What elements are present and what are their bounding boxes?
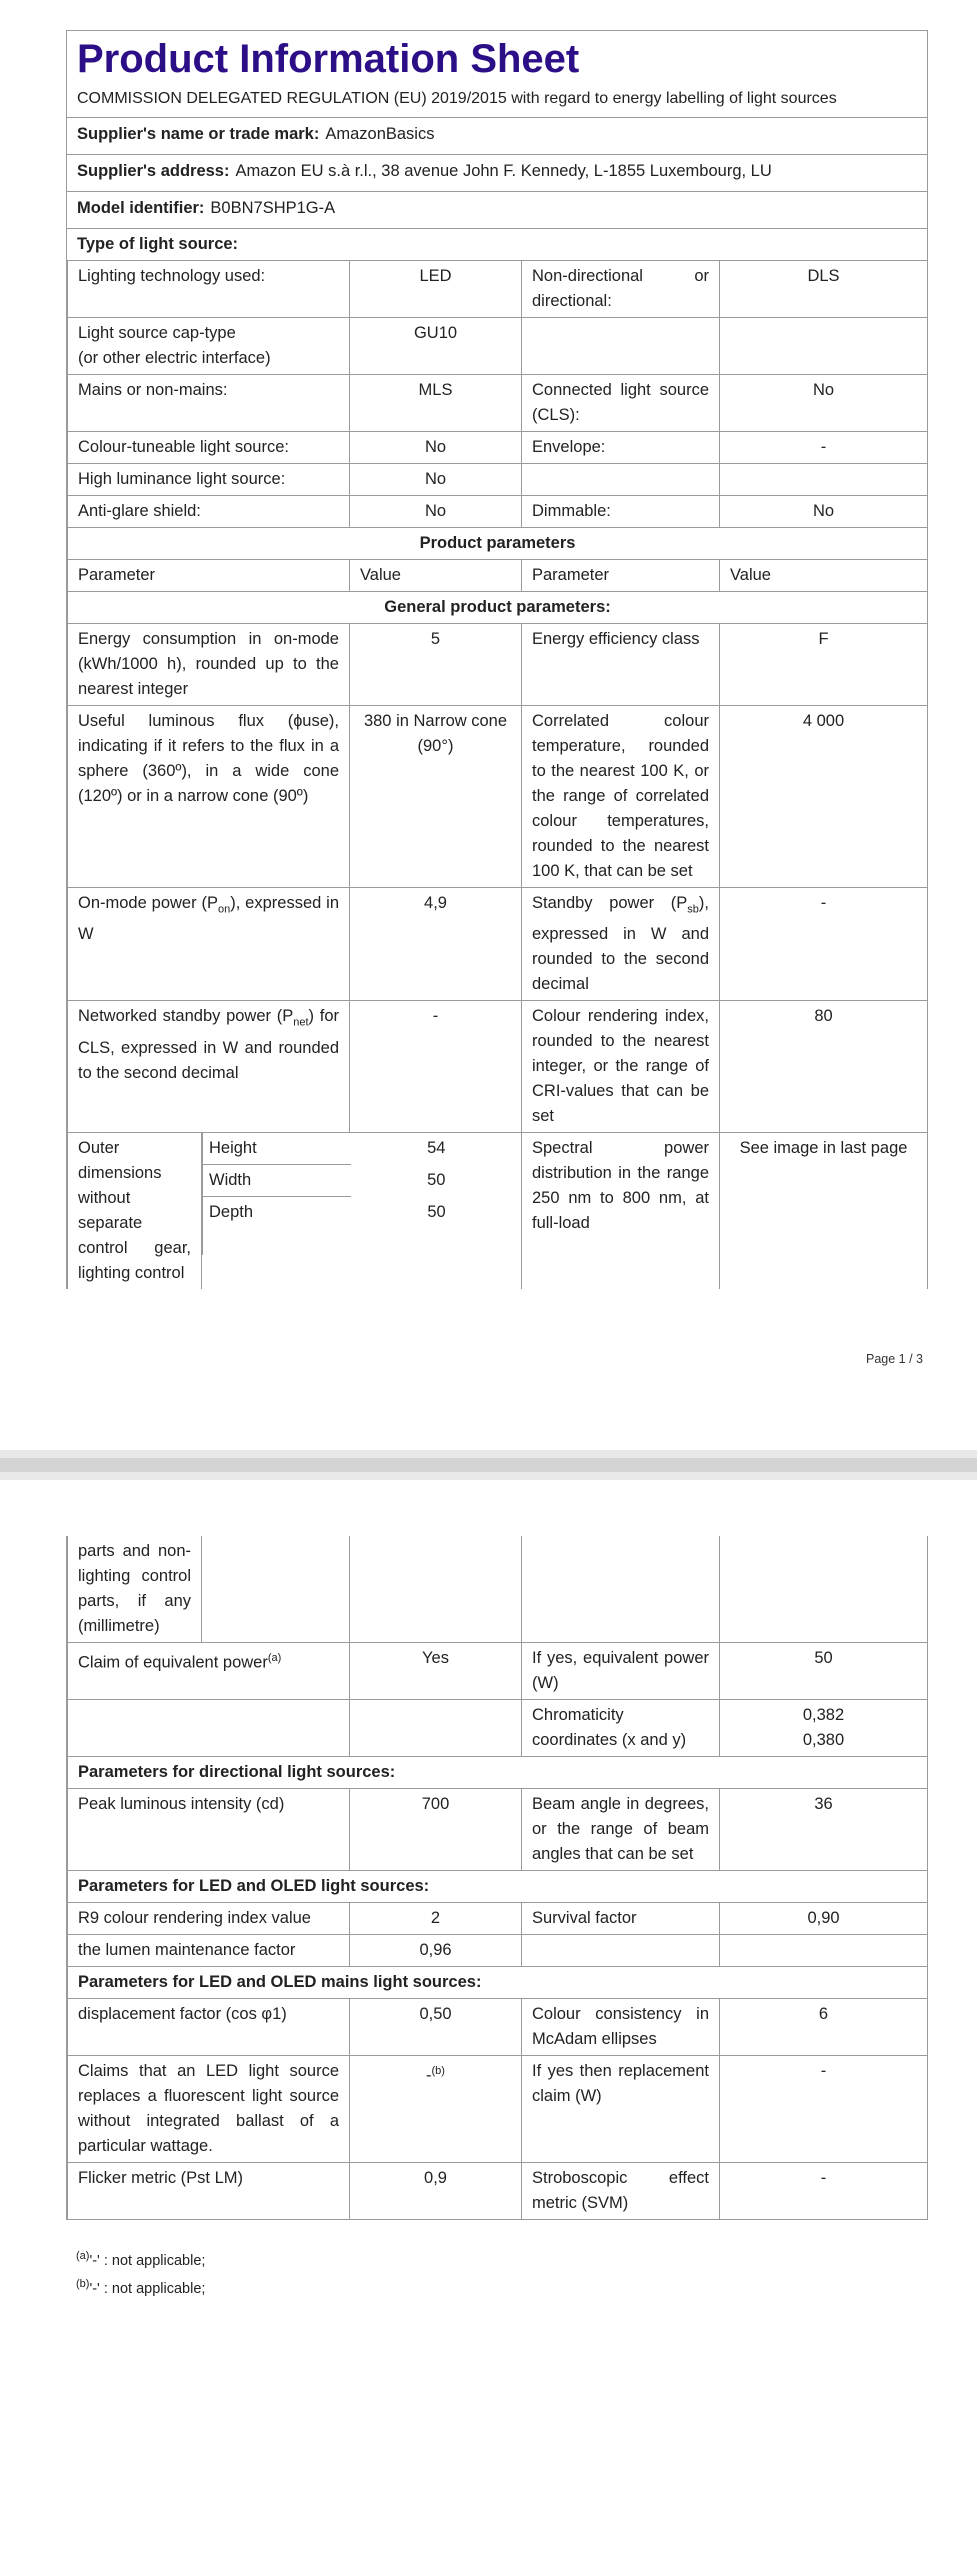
height-value: 54 bbox=[427, 1139, 446, 1158]
energy-class-value: F bbox=[720, 624, 928, 706]
empty-cell bbox=[720, 1536, 928, 1643]
column-header-parameter: Parameter bbox=[522, 560, 720, 592]
cap-type-cell bbox=[68, 318, 350, 375]
energy-consumption-value: 5 bbox=[350, 624, 522, 706]
supplier-address-row bbox=[67, 155, 927, 192]
page-number: Page 1 / 3 bbox=[866, 1352, 923, 1366]
chromaticity-label: Chromaticity coordinates (x and y) bbox=[522, 1700, 720, 1757]
table-row bbox=[68, 888, 928, 1001]
chromaticity-x: 0,382 bbox=[802, 1706, 845, 1724]
table-row bbox=[68, 261, 928, 318]
page-separator bbox=[0, 1450, 977, 1480]
tech-value: LED bbox=[350, 261, 522, 318]
lumen-maintenance-value: 0,96 bbox=[350, 1935, 522, 1967]
footnote-b: $^{(b)}$'-' : not applicable; bbox=[76, 2278, 206, 2297]
replacement-claim-value: - bbox=[720, 2056, 928, 2163]
beam-angle-value: 36 bbox=[720, 1789, 928, 1871]
equivalent-power-label: If yes, equivalent power (W) bbox=[522, 1643, 720, 1700]
table-row bbox=[68, 1935, 928, 1967]
luminous-flux-value: 380 in Narrow cone (90°) bbox=[350, 706, 522, 888]
model-identifier-row bbox=[67, 192, 927, 229]
depth-label: Depth bbox=[203, 1197, 351, 1256]
width-label: Width bbox=[203, 1165, 351, 1197]
type-of-light-source-heading: Type of light source: bbox=[67, 229, 927, 261]
product-parameters-table bbox=[67, 528, 928, 1289]
table-row bbox=[68, 1789, 928, 1871]
table-row bbox=[203, 1133, 523, 1165]
tech-label: Lighting technology used: bbox=[68, 261, 350, 318]
empty-cell bbox=[522, 464, 720, 496]
column-header-value: Value bbox=[350, 560, 522, 592]
empty-cell bbox=[350, 1536, 522, 1643]
peak-intensity-value: 700 bbox=[350, 1789, 522, 1871]
networked-standby-label: Networked standby power $(P_{net})$ for CLS, expressed in W and rounded to the second decimal bbox=[68, 1001, 350, 1133]
table-row bbox=[68, 2163, 928, 2220]
equivalent-power-claim-value: Yes bbox=[350, 1643, 522, 1700]
table-row bbox=[68, 1903, 928, 1935]
directional-value: DLS bbox=[720, 261, 928, 318]
energy-consumption-label: Energy consumption in on-mode (kWh/1000 h), rounded up to the nearest integer bbox=[68, 624, 350, 706]
high-luminance-label: High luminance light source: bbox=[68, 464, 350, 496]
info-sheet-part-1 bbox=[66, 30, 928, 1289]
survival-factor-label: Survival factor bbox=[522, 1903, 720, 1935]
cri-label: Colour rendering index, rounded to the nearest integer, or the range of CRI-values that can be set bbox=[522, 1001, 720, 1133]
dimensions-row-continued bbox=[68, 1536, 928, 1643]
supplier-address-value: Amazon EU s.à r.l., 38 avenue John F. Kennedy, L-1855 Luxembourg, LU bbox=[235, 162, 772, 180]
mains-value: MLS bbox=[350, 375, 522, 432]
table-row bbox=[68, 1643, 928, 1700]
anti-glare-value: No bbox=[350, 496, 522, 528]
tuneable-label: Colour-tuneable light source: bbox=[68, 432, 350, 464]
depth-value: 50 bbox=[427, 1202, 446, 1221]
model-identifier-label: Model identifier: bbox=[77, 199, 205, 217]
flicker-metric-value: 0,9 bbox=[350, 2163, 522, 2220]
empty-cell bbox=[350, 1700, 522, 1757]
cap-type-label: Light source cap-type bbox=[78, 324, 236, 342]
replacement-claim-label: If yes then replacement claim (W) bbox=[522, 2056, 720, 2163]
general-parameters-heading: General product parameters: bbox=[68, 592, 928, 624]
table-row bbox=[203, 1165, 523, 1197]
led-mains-parameters-heading: Parameters for LED and OLED mains light sources: bbox=[68, 1967, 928, 1999]
cls-label: Connected light source (CLS): bbox=[522, 375, 720, 432]
empty-cell bbox=[720, 464, 928, 496]
table-row bbox=[68, 432, 928, 464]
mains-label: Mains or non-mains: bbox=[68, 375, 350, 432]
table-row bbox=[68, 318, 928, 375]
outer-dimensions-label: Outer dimensions without separate control gear, lighting control bbox=[68, 1133, 202, 1290]
supplier-name-value: AmazonBasics bbox=[325, 125, 435, 143]
beam-angle-label: Beam angle in degrees, or the range of beam angles that can be set bbox=[522, 1789, 720, 1871]
spectral-distribution-value: See image in last page bbox=[720, 1133, 928, 1290]
table-row bbox=[68, 2056, 928, 2163]
product-parameters-heading: Product parameters bbox=[68, 528, 928, 560]
envelope-label: Envelope: bbox=[522, 432, 720, 464]
table-row bbox=[68, 496, 928, 528]
standby-power-label: Standby power $(P_{sb})$, expressed in W and rounded to the second decimal bbox=[522, 888, 720, 1001]
empty-cell bbox=[68, 1700, 350, 1757]
page-2 bbox=[0, 1480, 977, 2560]
networked-standby-value: - bbox=[350, 1001, 522, 1133]
table-row bbox=[68, 1700, 928, 1757]
spectral-distribution-label: Spectral power distribution in the range 250 nm to 800 nm, at full-load bbox=[522, 1133, 720, 1290]
cri-value: 80 bbox=[720, 1001, 928, 1133]
dimensions-subtable bbox=[202, 1133, 523, 1255]
colour-consistency-label: Colour consistency in McAdam ellipses bbox=[522, 1999, 720, 2056]
empty-cell bbox=[720, 1935, 928, 1967]
empty-cell bbox=[202, 1536, 350, 1643]
high-luminance-value: No bbox=[350, 464, 522, 496]
info-sheet-part-2 bbox=[66, 1536, 928, 2220]
tuneable-value: No bbox=[350, 432, 522, 464]
peak-intensity-label: Peak luminous intensity (cd) bbox=[68, 1789, 350, 1871]
height-label: Height bbox=[203, 1133, 351, 1165]
table-row bbox=[68, 464, 928, 496]
equivalent-power-value: 50 bbox=[720, 1643, 928, 1700]
on-mode-power-label: On-mode power $(P_{on})$, expressed in W bbox=[68, 888, 350, 1001]
regulation-subtitle: COMMISSION DELEGATED REGULATION (EU) 2019/2015 with regard to energy labelling of light sources bbox=[67, 86, 927, 118]
product-parameters-table-continued bbox=[67, 1536, 928, 2220]
empty-cell bbox=[522, 1935, 720, 1967]
luminous-flux-label: Useful luminous flux (ɸuse), indicating if it refers to the flux in a sphere (360º), in a wide cone (120º) or in a narrow cone (90º) bbox=[68, 706, 350, 888]
light-source-type-table bbox=[67, 261, 928, 528]
empty-cell bbox=[522, 318, 720, 375]
empty-cell bbox=[720, 318, 928, 375]
colour-consistency-value: 6 bbox=[720, 1999, 928, 2056]
table-row bbox=[68, 624, 928, 706]
on-mode-power-value: 4,9 bbox=[350, 888, 522, 1001]
footnote-a: $^{(a)}$'-' : not applicable; bbox=[76, 2250, 206, 2269]
table-row bbox=[68, 1999, 928, 2056]
column-header-row bbox=[68, 560, 928, 592]
table-row bbox=[68, 1001, 928, 1133]
flicker-metric-label: Flicker metric (Pst LM) bbox=[68, 2163, 350, 2220]
chromaticity-value bbox=[720, 1700, 928, 1757]
directional-parameters-heading: Parameters for directional light sources: bbox=[68, 1757, 928, 1789]
dimensions-row bbox=[68, 1133, 928, 1290]
displacement-factor-value: 0,50 bbox=[350, 1999, 522, 2056]
directional-label: Non-directional or directional: bbox=[522, 261, 720, 318]
r9-value: 2 bbox=[350, 1903, 522, 1935]
dimmable-label: Dimmable: bbox=[522, 496, 720, 528]
fluorescent-replacement-claim-value: -$^{(b)}$ bbox=[350, 2056, 522, 2163]
r9-label: R9 colour rendering index value bbox=[68, 1903, 350, 1935]
table-row bbox=[68, 375, 928, 432]
chromaticity-y: 0,380 bbox=[802, 1731, 845, 1749]
supplier-name-label: Supplier's name or trade mark: bbox=[77, 125, 320, 143]
dimensions-subtable-cell bbox=[202, 1133, 522, 1290]
outer-dimensions-label-continued: parts and non-lighting control parts, if any (millimetre) bbox=[68, 1536, 202, 1643]
standby-power-value: - bbox=[720, 888, 928, 1001]
displacement-factor-label: displacement factor (cos φ1) bbox=[68, 1999, 350, 2056]
stroboscopic-effect-label: Stroboscopic effect metric (SVM) bbox=[522, 2163, 720, 2220]
led-parameters-heading: Parameters for LED and OLED light sources: bbox=[68, 1871, 928, 1903]
envelope-value: - bbox=[720, 432, 928, 464]
cls-value: No bbox=[720, 375, 928, 432]
cap-type-value: GU10 bbox=[350, 318, 522, 375]
anti-glare-label: Anti-glare shield: bbox=[68, 496, 350, 528]
table-row bbox=[203, 1197, 523, 1256]
fluorescent-replacement-claim-label: Claims that an LED light source replaces a fluorescent light source without integrated ballast of a particular wattage. bbox=[68, 2056, 350, 2163]
column-header-value: Value bbox=[720, 560, 928, 592]
colour-temperature-label: Correlated colour temperature, rounded to the nearest 100 K, or the range of correlated colour temperatures, rounded to the nearest 100 K, that can be set bbox=[522, 706, 720, 888]
cap-type-label-2: (or other electric interface) bbox=[78, 349, 271, 367]
equivalent-power-claim-label: Claim of equivalent power$^{(a)}$ bbox=[68, 1643, 350, 1700]
energy-class-label: Energy efficiency class bbox=[522, 624, 720, 706]
page-title: Product Information Sheet bbox=[77, 37, 580, 81]
colour-temperature-value: 4 000 bbox=[720, 706, 928, 888]
table-row bbox=[68, 706, 928, 888]
supplier-name-row bbox=[67, 118, 927, 155]
dimmable-value: No bbox=[720, 496, 928, 528]
model-identifier-value: B0BN7SHP1G-A bbox=[210, 199, 336, 217]
stroboscopic-effect-value: - bbox=[720, 2163, 928, 2220]
supplier-address-label: Supplier's address: bbox=[77, 162, 230, 180]
column-header-parameter: Parameter bbox=[68, 560, 350, 592]
survival-factor-value: 0,90 bbox=[720, 1903, 928, 1935]
lumen-maintenance-label: the lumen maintenance factor bbox=[68, 1935, 350, 1967]
empty-cell bbox=[522, 1536, 720, 1643]
width-value: 50 bbox=[427, 1170, 446, 1189]
